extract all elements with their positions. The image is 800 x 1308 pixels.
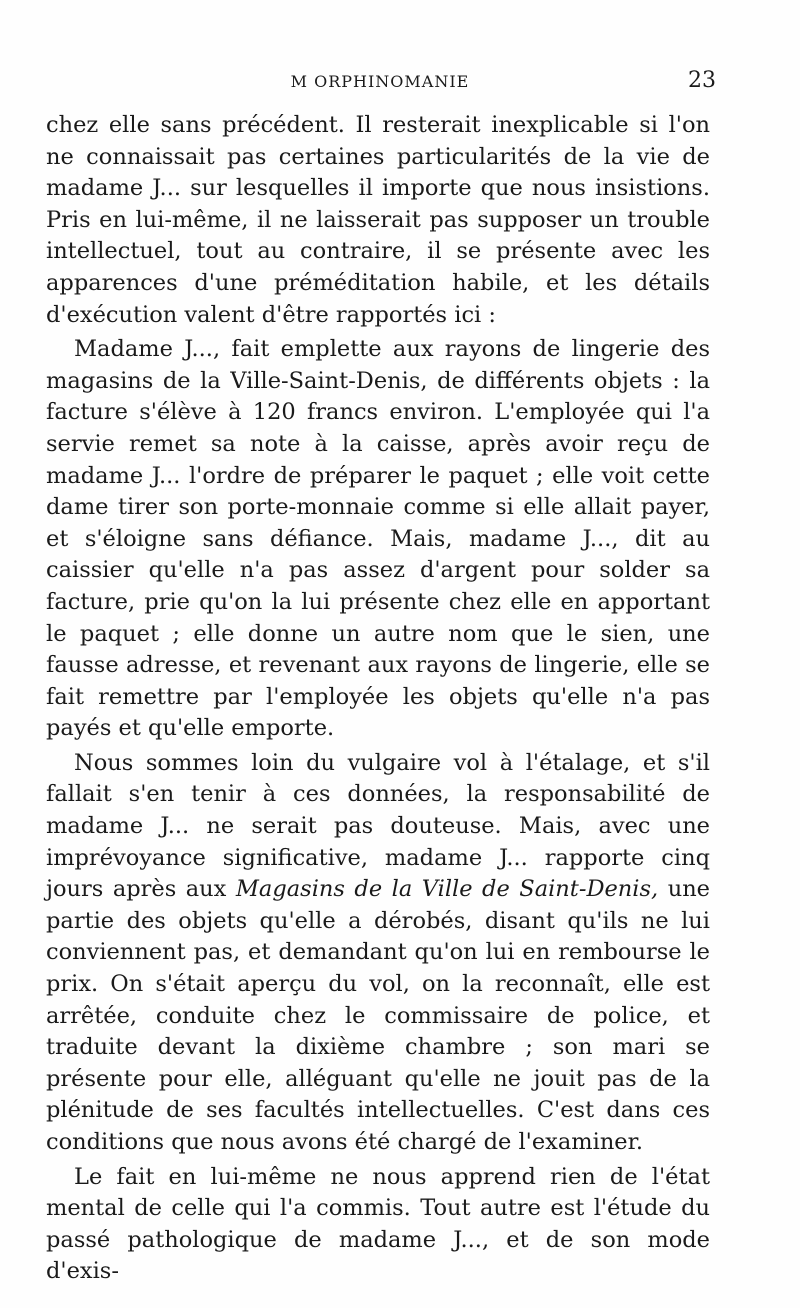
body-text [46, 110, 710, 1288]
page-number: 23 [688, 68, 716, 93]
paragraph-1: chez elle sans précédent. Il resterait inexplicable si l'on ne connaissait pas certaines particularités de la vie de madame J... sur lesquelles il importe que nous insistions. Pris en lui-même, il ne laisserait pas supposer un trouble intellectuel, tout au contraire, il se présente avec les apparences d'une préméditation habile, et les détails d'exécution valent d'être rapportés ici : [46, 112, 710, 328]
running-title: M ORPHINOMANIE [290, 72, 470, 91]
page-header [44, 68, 716, 98]
paragraph-3-text-end: une partie des objets qu'elle a dérobés, disant qu'ils ne lui conviennent pas, et demandant qu'on lui en rembourse le prix. On s'était aperçu du vol, on la reconnaît, elle est arrêtée, conduite chez le commissaire de police, et traduite devant la dixième chambre ; son mari se présente pour elle, alléguant qu'elle ne jouit pas de la plénitude de ses facultés intellectuelles. C'est dans ces conditions que nous avons été chargé de l'examiner. [46, 876, 710, 1155]
store-name-italic: Magasins de la Ville de Saint-Denis, [235, 876, 659, 903]
paragraph-3-text-start: Nous sommes loin du vulgaire vol à l'étalage, et s'il fallait s'en tenir à ces données, la responsabilité de madame J... ne serait pas douteuse. Mais, avec une imprévoyance significative, madame J... rapporte cinq jours après aux [46, 749, 710, 903]
paragraph-4: Le fait en lui-même ne nous apprend rien de l'état mental de celle qui l'a commis. Tout autre est l'étude du passé pathologique de madame J..., et de son mode d'exis- [46, 1163, 710, 1285]
paragraph-3 [46, 748, 710, 1159]
paragraph-2: Madame J..., fait emplette aux rayons de lingerie des magasins de la Ville-Saint-Denis, de différents objets : la facture s'élève à 120 francs environ. L'employée qui l'a servie remet sa note à la caisse, après avoir reçu de madame J... l'ordre de préparer le paquet ; elle voit cette dame tirer son porte-monnaie comme si elle allait payer, et s'éloigne sans défiance. Mais, madame J..., dit au caissier qu'elle n'a pas assez d'argent pour solder sa facture, prie qu'on la lui présente chez elle en apportant le paquet ; elle donne un autre nom que le sien, une fausse adresse, et revenant aux rayons de lingerie, elle se fait remettre par l'employée les objets qu'elle n'a pas payés et qu'elle emporte. [46, 336, 710, 742]
